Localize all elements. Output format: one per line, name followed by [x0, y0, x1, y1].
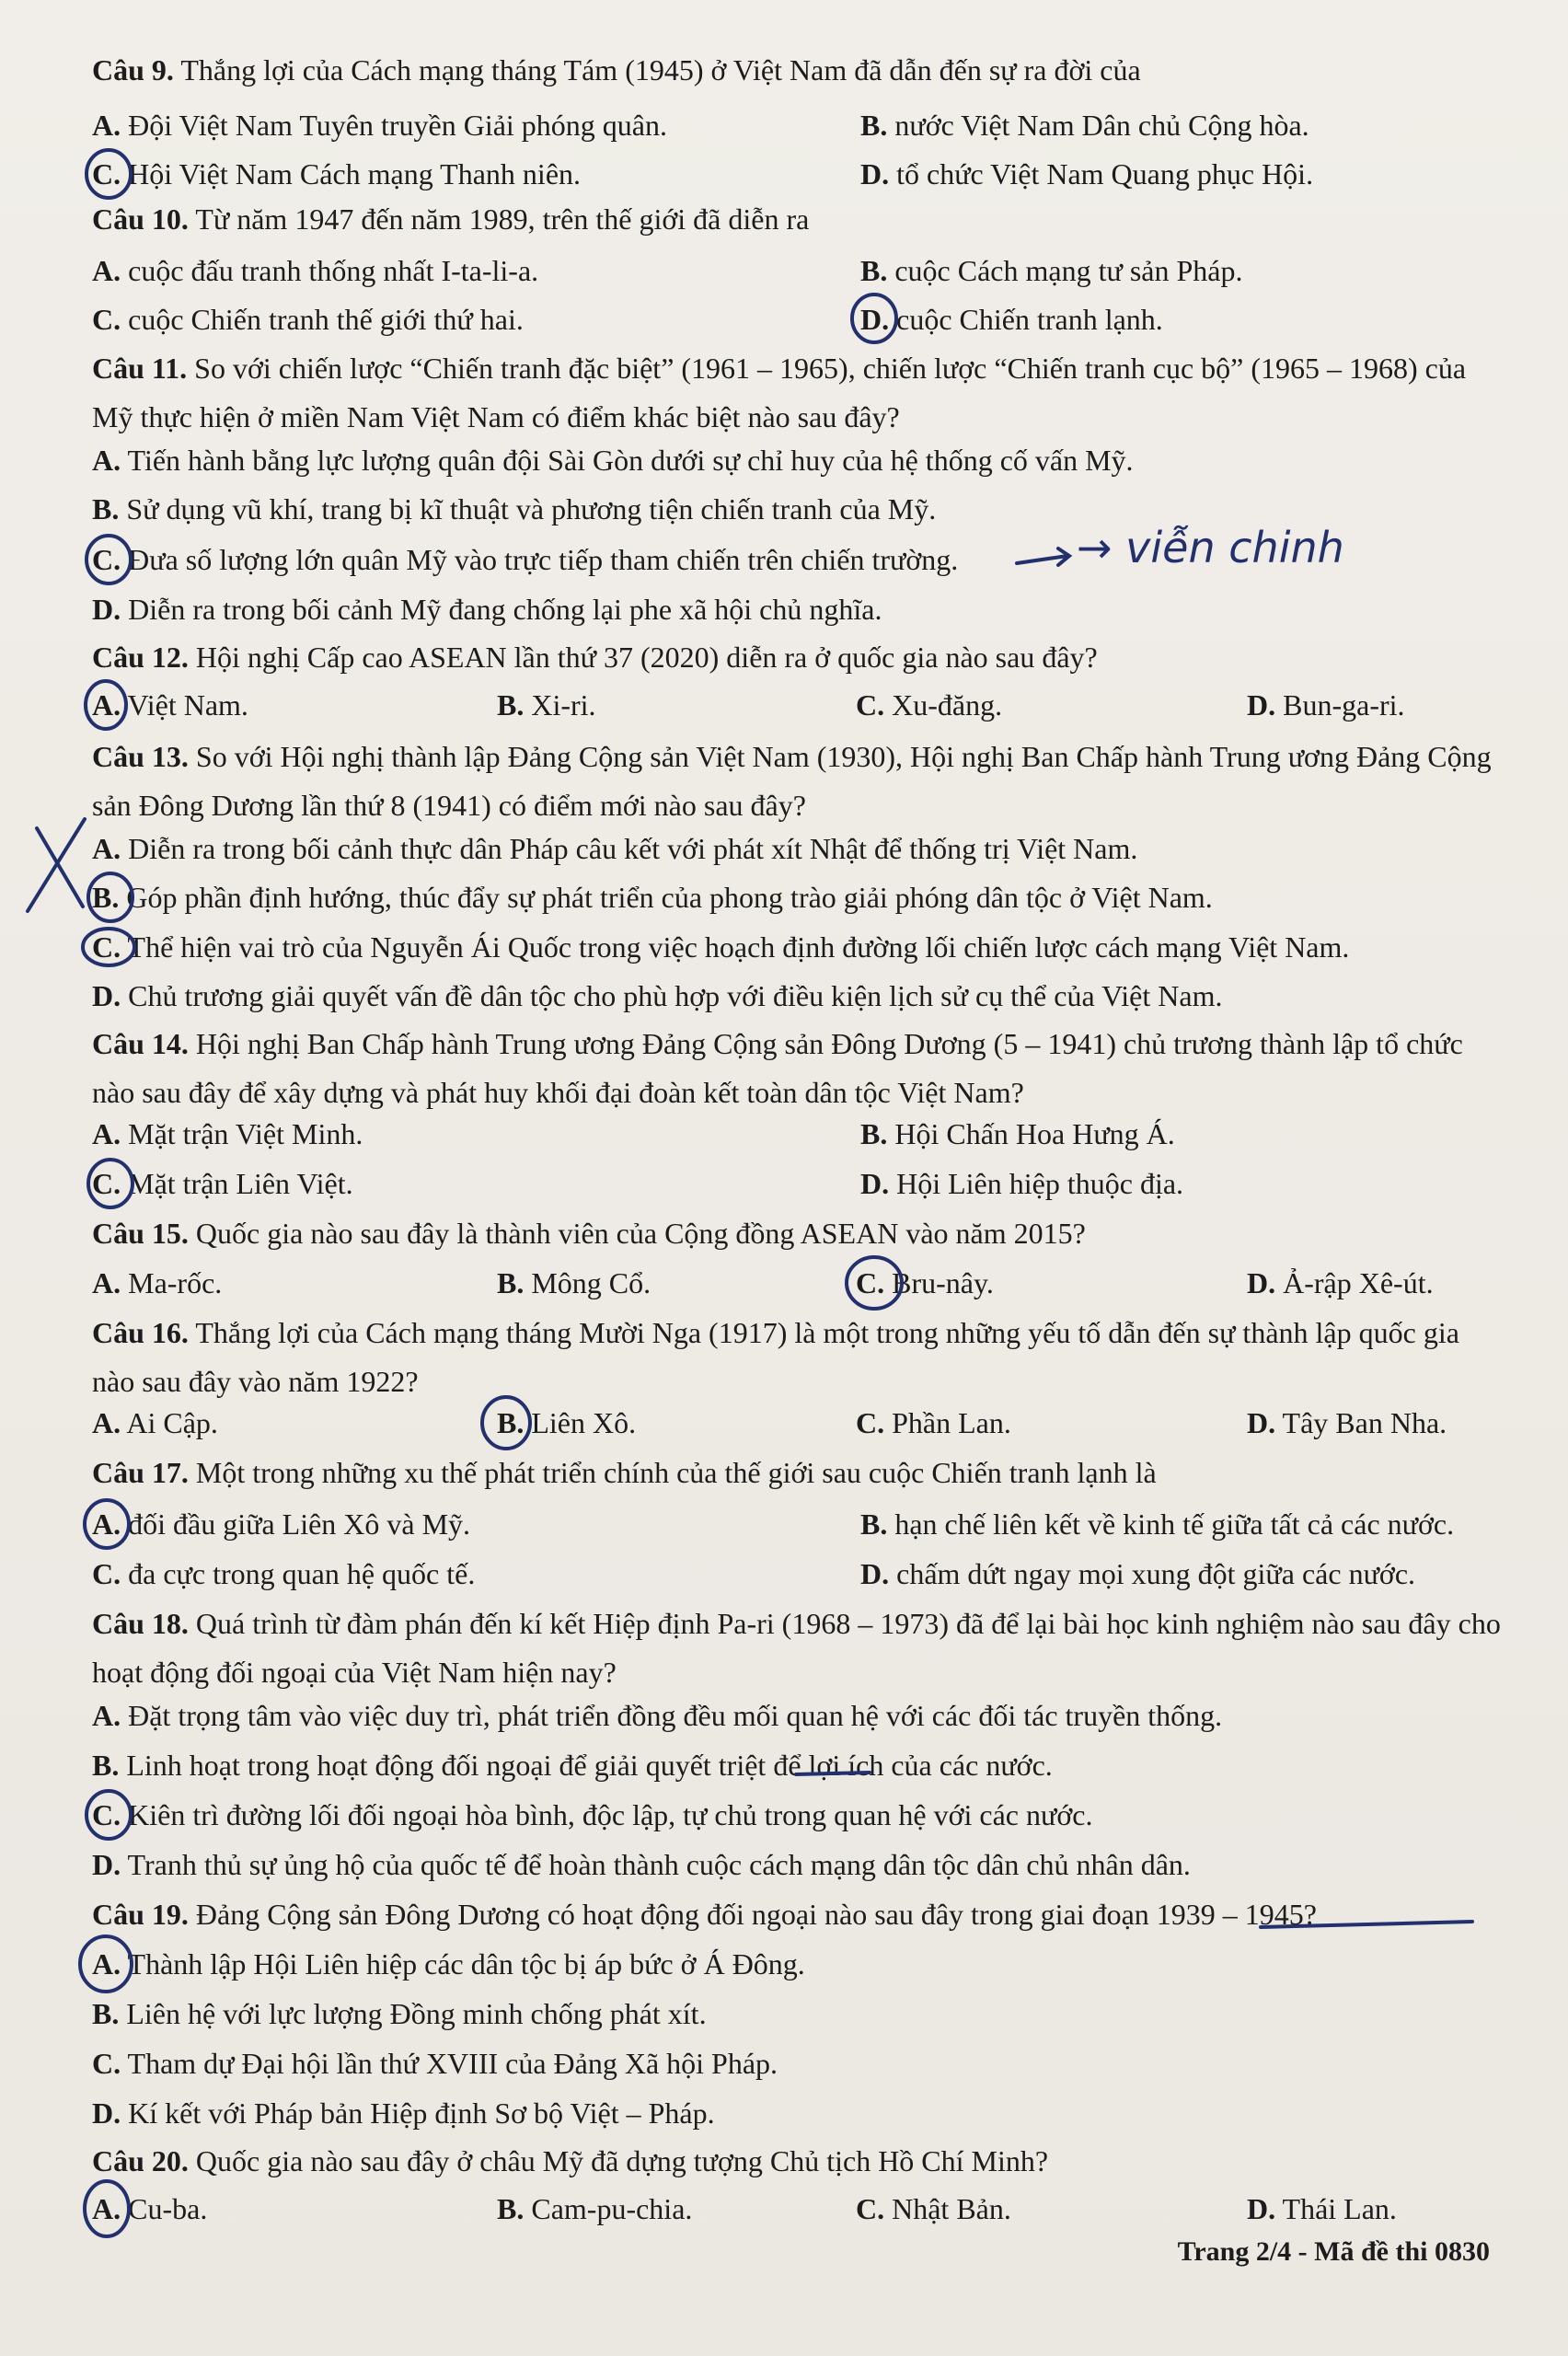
option-13b: B. Góp phần định hướng, thúc đẩy sự phát triển của phong trào giải phóng dân tộc ở Việt Nam. — [92, 881, 1213, 914]
option-19c: C. Tham dự Đại hội lần thứ XVIII của Đảng Xã hội Pháp. — [92, 2047, 778, 2080]
question-14: Câu 14. Hội nghị Ban Chấp hành Trung ương Đảng Cộng sản Đông Dương (5 – 1941) chủ trương thành lập tổ chức nào sau đây để xây dựng và phát huy khối đại đoàn kết toàn dân tộc Việt Nam? — [92, 1027, 1463, 1109]
option-19d: D. Kí kết với Pháp bản Hiệp định Sơ bộ Việt – Pháp. — [92, 2096, 715, 2130]
question-9: Câu 9. Thắng lợi của Cách mạng tháng Tám (1945) ở Việt Nam đã dẫn đến sự ra đời của — [92, 53, 1141, 87]
option-12d: D. Bun-ga-ri. — [1247, 688, 1405, 722]
option-20c: C. Nhật Bản. — [856, 2192, 1011, 2225]
cross-13 — [28, 819, 85, 911]
option-17d: D. chấm dứt ngay mọi xung đột giữa các nước. — [860, 1557, 1416, 1590]
option-18b: B. Linh hoạt trong hoạt động đối ngoại để giải quyết triệt để lợi ích của các nước. — [92, 1749, 1053, 1782]
question-12: Câu 12. Hội nghị Cấp cao ASEAN lần thứ 37 (2020) diễn ra ở quốc gia nào sau đây? — [92, 641, 1098, 674]
option-11d: D. Diễn ra trong bối cảnh Mỹ đang chống lại phe xã hội chủ nghĩa. — [92, 593, 882, 626]
option-15b: B. Mông Cổ. — [497, 1266, 651, 1299]
question-13: Câu 13. So với Hội nghị thành lập Đảng Cộng sản Việt Nam (1930), Hội nghị Ban Chấp hành Trung ương Đảng Cộng sản Đông Dương lần thứ 8 (1941) có điểm mới nào sau đây? — [92, 740, 1492, 822]
option-17a: A. đối đầu giữa Liên Xô và Mỹ. — [92, 1507, 471, 1541]
arrow-11c — [1017, 549, 1069, 565]
question-15: Câu 15. Quốc gia nào sau đây là thành viên của Cộng đồng ASEAN vào năm 2015? — [92, 1217, 1086, 1250]
question-16: Câu 16. Thắng lợi của Cách mạng tháng Mười Nga (1917) là một trong những yếu tố dẫn đến sự thành lập quốc gia nào sau đây vào năm 1922? — [92, 1316, 1459, 1398]
question-11: Câu 11. So với chiến lược “Chiến tranh đặc biệt” (1961 – 1965), chiến lược “Chiến tranh cục bộ” (1965 – 1968) của Mỹ thực hiện ở miền Nam Việt Nam có điểm khác biệt nào sau đây? — [92, 352, 1467, 433]
page-footer: Trang 2/4 - Mã đề thi 0830 — [1177, 2236, 1490, 2267]
option-12b: B. Xi-ri. — [497, 688, 596, 722]
option-20d: D. Thái Lan. — [1247, 2192, 1397, 2225]
option-9c: C. Hội Việt Nam Cách mạng Thanh niên. — [92, 157, 582, 191]
option-11a: A. Tiến hành bằng lực lượng quân đội Sài Gòn dưới sự chỉ huy của hệ thống cố vấn Mỹ. — [92, 444, 1134, 477]
option-14a: A. Mặt trận Việt Minh. — [92, 1117, 363, 1150]
question-10: Câu 10. Từ năm 1947 đến năm 1989, trên thế giới đã diễn ra — [92, 202, 810, 236]
question-19: Câu 19. Đảng Cộng sản Đông Dương có hoạt động đối ngoại nào sau đây trong giai đoạn 1939 – 1945? — [92, 1898, 1317, 1931]
question-20: Câu 20. Quốc gia nào sau đây ở châu Mỹ đã dựng tượng Chủ tịch Hồ Chí Minh? — [92, 2144, 1049, 2177]
option-12a: A. Việt Nam. — [92, 688, 248, 722]
option-14d: D. Hội Liên hiệp thuộc địa. — [860, 1167, 1184, 1200]
option-10b: B. cuộc Cách mạng tư sản Pháp. — [860, 254, 1243, 287]
option-20b: B. Cam-pu-chia. — [497, 2192, 693, 2225]
option-13c: C. Thể hiện vai trò của Nguyễn Ái Quốc trong việc hoạch định đường lối chiến lược cách mạng Việt Nam. — [92, 930, 1350, 964]
option-18a: A. Đặt trọng tâm vào việc duy trì, phát triển đồng đều mối quan hệ với các đối tác truyền thống. — [92, 1699, 1223, 1732]
option-19b: B. Liên hệ với lực lượng Đồng minh chống phát xít. — [92, 1997, 707, 2030]
option-16b: B. Liên Xô. — [497, 1406, 637, 1439]
handwritten-note: → viễn chinh — [1077, 523, 1344, 572]
option-10c: C. cuộc Chiến tranh thế giới thứ hai. — [92, 303, 524, 336]
option-14c: C. Mặt trận Liên Việt. — [92, 1167, 353, 1200]
option-16c: C. Phần Lan. — [856, 1406, 1011, 1439]
option-10d: D. cuộc Chiến tranh lạnh. — [860, 303, 1163, 336]
option-13d: D. Chủ trương giải quyết vấn đề dân tộc cho phù hợp với điều kiện lịch sử cụ thể của Việt Nam. — [92, 979, 1223, 1012]
option-12c: C. Xu-đăng. — [856, 688, 1003, 722]
option-9a: A. Đội Việt Nam Tuyên truyền Giải phóng quân. — [92, 109, 667, 142]
option-18c: C. Kiên trì đường lối đối ngoại hòa bình, độc lập, tự chủ trong quan hệ với các nước. — [92, 1798, 1093, 1831]
option-17c: C. đa cực trong quan hệ quốc tế. — [92, 1557, 476, 1590]
question-17: Câu 17. Một trong những xu thế phát triển chính của thế giới sau cuộc Chiến tranh lạnh là — [92, 1456, 1157, 1489]
option-16a: A. Ai Cập. — [92, 1406, 218, 1439]
option-17b: B. hạn chế liên kết về kinh tế giữa tất cả các nước. — [860, 1507, 1455, 1541]
option-19a: A. Thành lập Hội Liên hiệp các dân tộc bị áp bức ở Á Đông. — [92, 1947, 805, 1981]
option-11b: B. Sử dụng vũ khí, trang bị kĩ thuật và phương tiện chiến tranh của Mỹ. — [92, 492, 937, 525]
option-18d: D. Tranh thủ sự ủng hộ của quốc tế để hoàn thành cuộc cách mạng dân tộc dân chủ nhân dân. — [92, 1848, 1191, 1881]
option-13a: A. Diễn ra trong bối cảnh thực dân Pháp câu kết với phát xít Nhật để thống trị Việt Nam. — [92, 832, 1138, 865]
option-16d: D. Tây Ban Nha. — [1247, 1406, 1447, 1439]
question-18: Câu 18. Quá trình từ đàm phán đến kí kết Hiệp định Pa-ri (1968 – 1973) đã để lại bài học kinh nghiệm nào sau đây cho hoạt động đối ngoại của Việt Nam hiện nay? — [92, 1607, 1501, 1689]
option-15d: D. Ả-rập Xê-út. — [1247, 1266, 1434, 1299]
option-11c: C. Đưa số lượng lớn quân Mỹ vào trực tiếp tham chiến trên chiến trường. — [92, 543, 959, 576]
option-15c: C. Bru-nây. — [856, 1266, 994, 1299]
option-10a: A. cuộc đấu tranh thống nhất I-ta-li-a. — [92, 254, 539, 287]
option-20a: A. Cu-ba. — [92, 2192, 208, 2225]
option-9d: D. tổ chức Việt Nam Quang phục Hội. — [860, 157, 1314, 191]
option-9b: B. nước Việt Nam Dân chủ Cộng hòa. — [860, 109, 1309, 142]
option-14b: B. Hội Chấn Hoa Hưng Á. — [860, 1117, 1175, 1150]
option-15a: A. Ma-rốc. — [92, 1266, 223, 1299]
